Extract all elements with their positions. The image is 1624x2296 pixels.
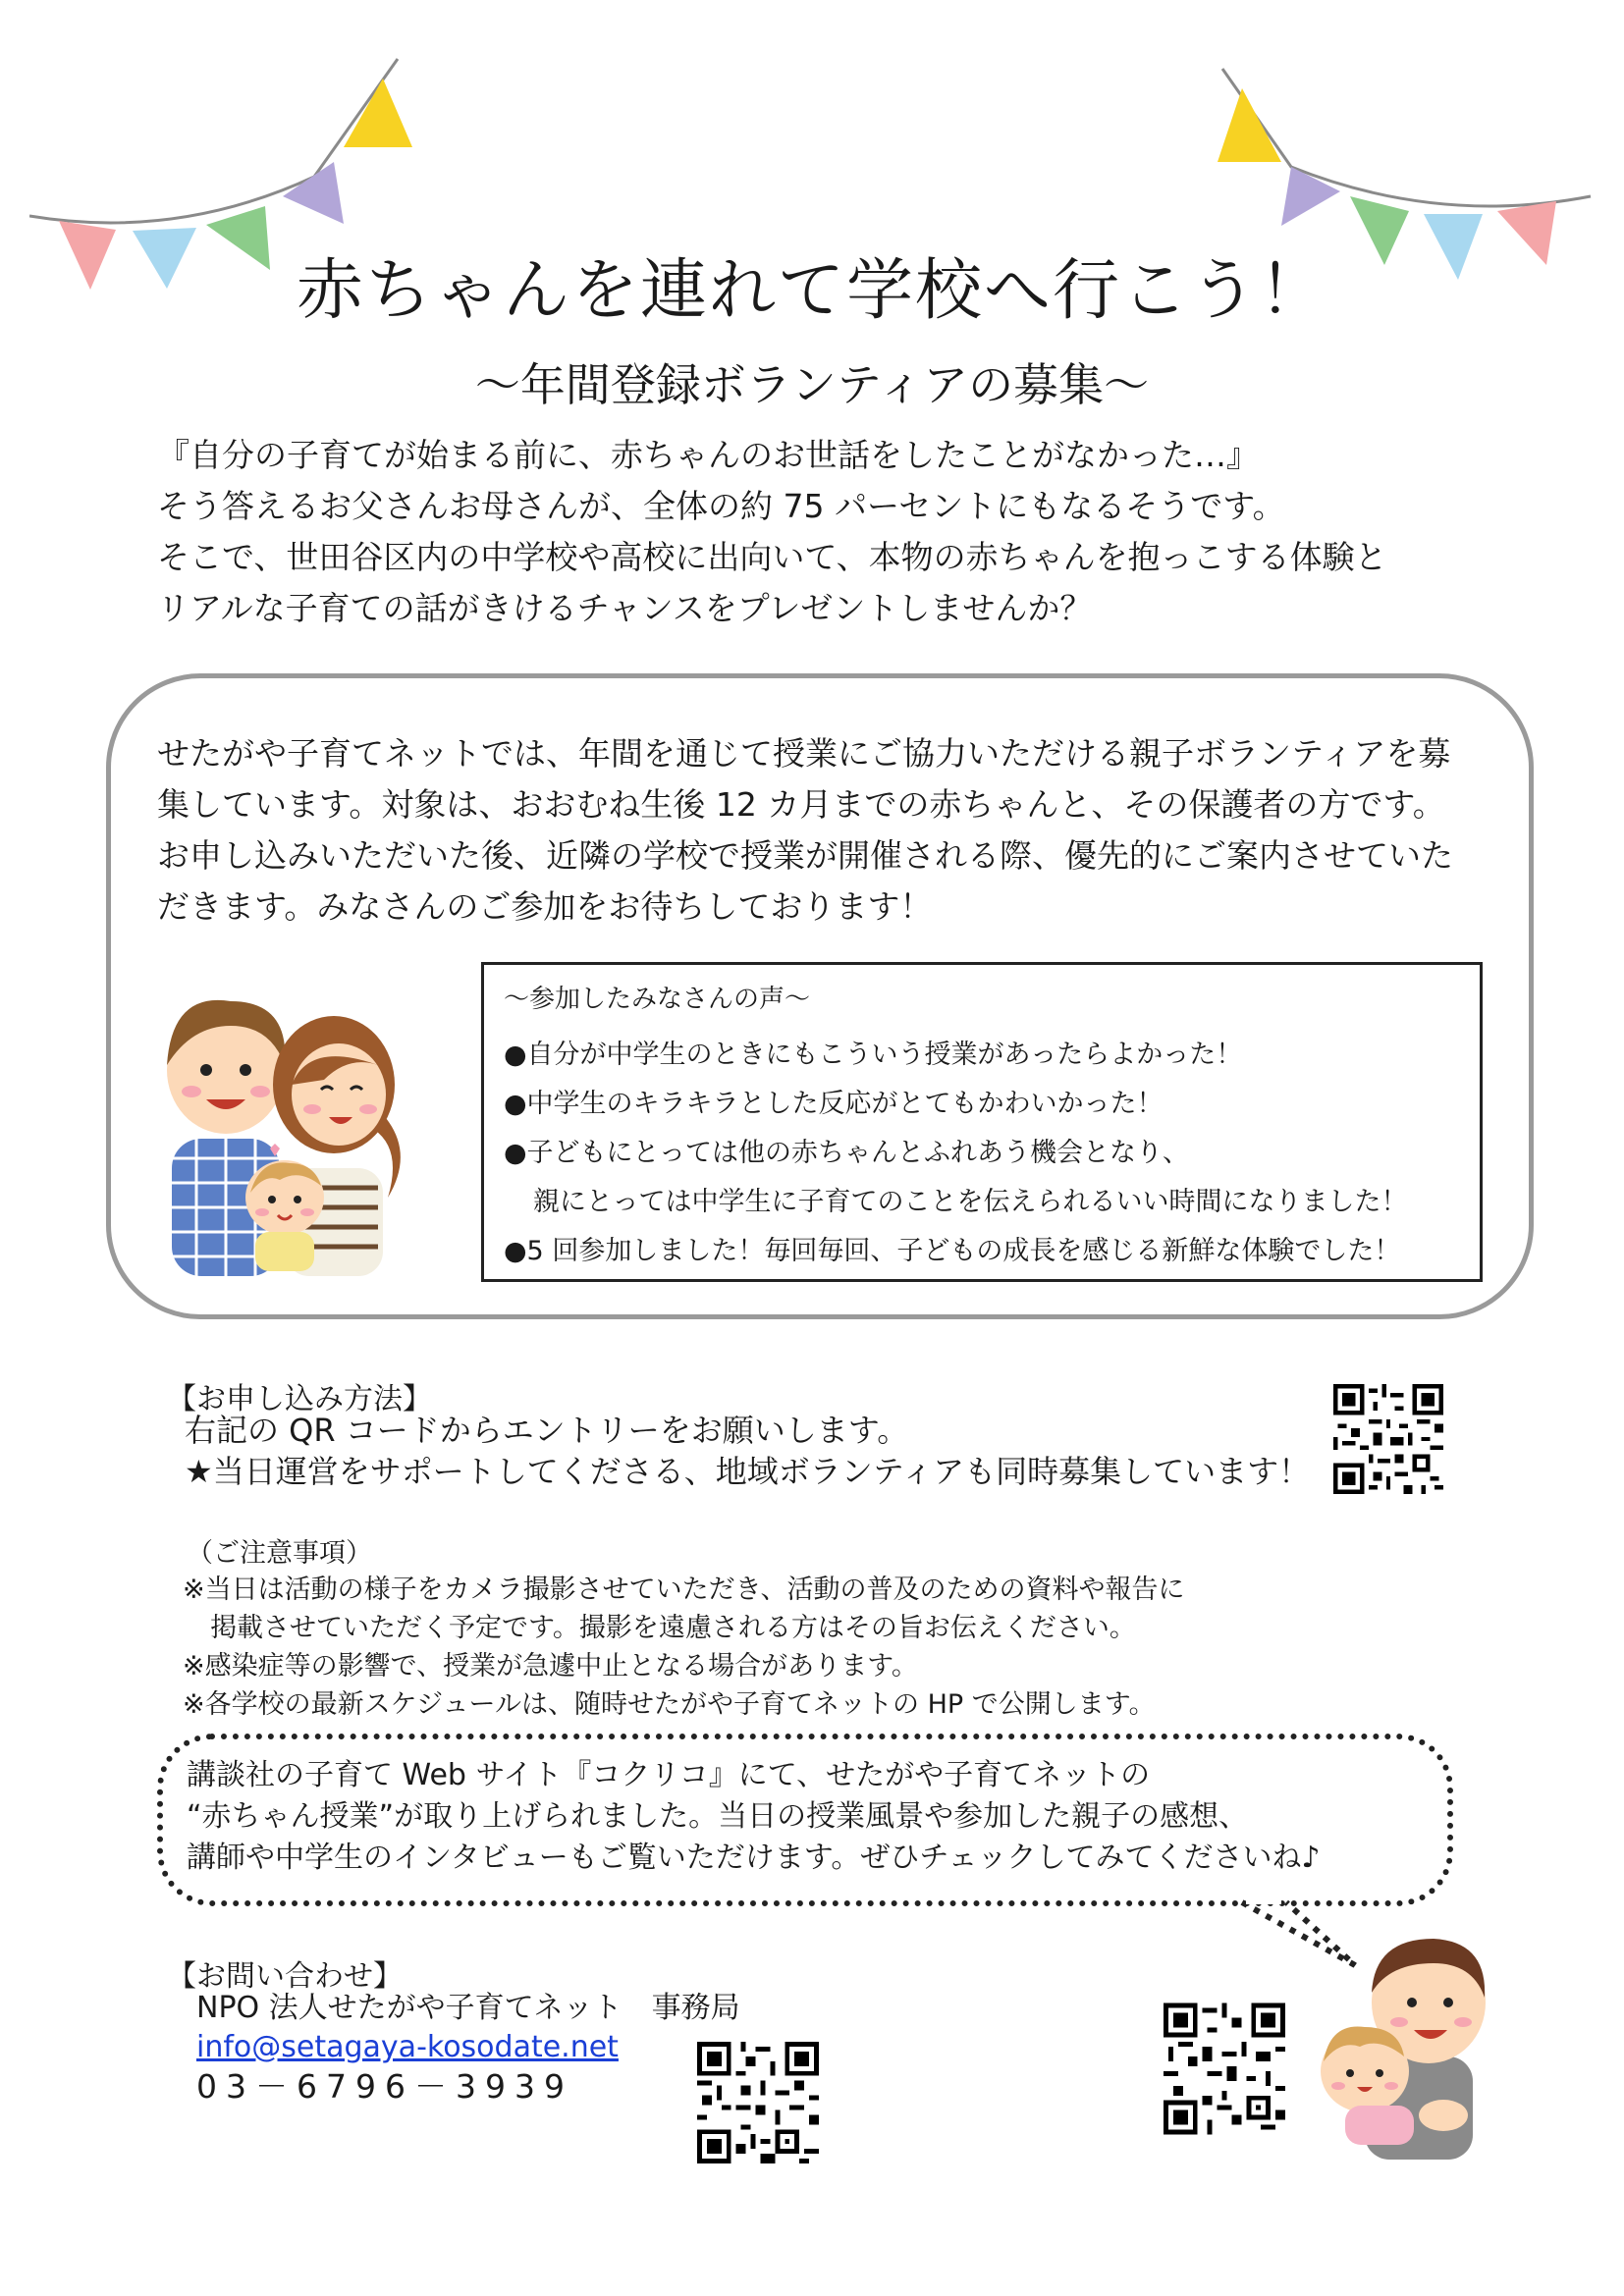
voice-item: ●子どもにとっては他の赤ちゃんとふれあう機会となり、 <box>504 1138 1190 1168</box>
contact-qr-code[interactable] <box>697 2042 819 2163</box>
bubble-line: せたがや子育てネットでは、年間を通じて授業にご協力いただける親子ボランティアを募 <box>157 734 1451 773</box>
apply-line: ★当日運営をサポートしてくださる、地域ボランティアも同時募集しています！ <box>185 1453 1311 1490</box>
contact-heading: 【お問い合わせ】 <box>167 1959 403 1994</box>
speech-bubble-text <box>187 1755 1321 1879</box>
speech-line: 講談社の子育て Web サイト『コクリコ』にて、せたがや子育てネットの <box>187 1758 1151 1792</box>
bubble-line: だきます。みなさんのご参加をお待ちしております！ <box>157 887 933 926</box>
intro-line: 『自分の子育てが始まる前に、赤ちゃんのお世話をしたことがなかった…』 <box>157 436 1259 474</box>
contact-email-link[interactable]: info@setagaya-kosodate.net <box>196 2030 619 2064</box>
notes-list <box>183 1571 1185 1724</box>
voice-item: ●中学生のキラキラとした反応がとてもかわいかった！ <box>504 1089 1164 1119</box>
note-line: ※当日は活動の様子をカメラ撮影させていただき、活動の普及のための資料や報告に <box>183 1575 1185 1605</box>
voice-item-continued: 親にとっては中学生に子育てのことを伝えられるいい時間になりました！ <box>533 1187 1408 1217</box>
voice-item: ●自分が中学生のときにもこういう授業があったらよかった！ <box>504 1040 1243 1070</box>
intro-line: リアルな子育ての話がきけるチャンスをプレゼントしませんか？ <box>157 589 1093 627</box>
apply-instructions <box>185 1410 1310 1492</box>
info-bubble-text <box>157 728 1492 933</box>
bubble-line: お申し込みいただいた後、近隣の学校で授業が開催される際、優先的にご案内させていた <box>157 836 1453 875</box>
intro-line: そう答えるお父さんお母さんが、全体の約 75 パーセントにもなるそうです。 <box>157 487 1285 525</box>
note-line-continued: 掲載させていただく予定です。撮影を遠慮される方はその旨お伝えください。 <box>210 1613 1136 1643</box>
family-illustration <box>152 972 417 1276</box>
entry-qr-code[interactable] <box>1333 1384 1443 1494</box>
participant-voices-box <box>481 962 1483 1282</box>
apply-line: 右記の QR コードからエントリーをお願いします。 <box>185 1412 909 1449</box>
father-baby-illustration <box>1306 1924 1502 2160</box>
notes-heading: （ご注意事項） <box>187 1538 372 1569</box>
page-title: 赤ちゃんを連れて学校へ行こう！ <box>296 252 1327 330</box>
contact-block <box>196 1989 740 2107</box>
contact-organization: NPO 法人せたがや子育てネット 事務局 <box>196 1991 740 2025</box>
page-subtitle: ～年間登録ボランティアの募集～ <box>474 358 1150 411</box>
intro-paragraph <box>157 430 1512 634</box>
intro-line: そこで、世田谷区内の中学校や高校に出向いて、本物の赤ちゃんを抱っこする体験と <box>157 538 1387 576</box>
voice-item: ●5 回参加しました！毎回毎回、子どもの成長を感じる新鮮な体験でした！ <box>504 1236 1401 1266</box>
bubble-line: 集しています。対象は、おおむね生後 12 カ月までの赤ちゃんと、その保護者の方です。 <box>157 785 1445 824</box>
speech-line: “赤ちゃん授業”が取り上げられました。当日の授業風景や参加した親子の感想、 <box>187 1799 1249 1834</box>
voices-title: ～参加したみなさんの声～ <box>504 985 811 1014</box>
note-line: ※感染症等の影響で、授業が急遽中止となる場合があります。 <box>183 1651 918 1682</box>
note-line: ※各学校の最新スケジュールは、随時せたがや子育てネットの HP で公開します。 <box>183 1689 1156 1720</box>
speech-line: 講師や中学生のインタビューもご覧いただけます。ぜひチェックしてみてくださいね♪ <box>187 1841 1321 1875</box>
contact-phone: 03－6796－3939 <box>196 2067 573 2106</box>
apply-heading: 【お申し込み方法】 <box>167 1382 432 1416</box>
article-qr-code[interactable] <box>1164 2002 1285 2135</box>
